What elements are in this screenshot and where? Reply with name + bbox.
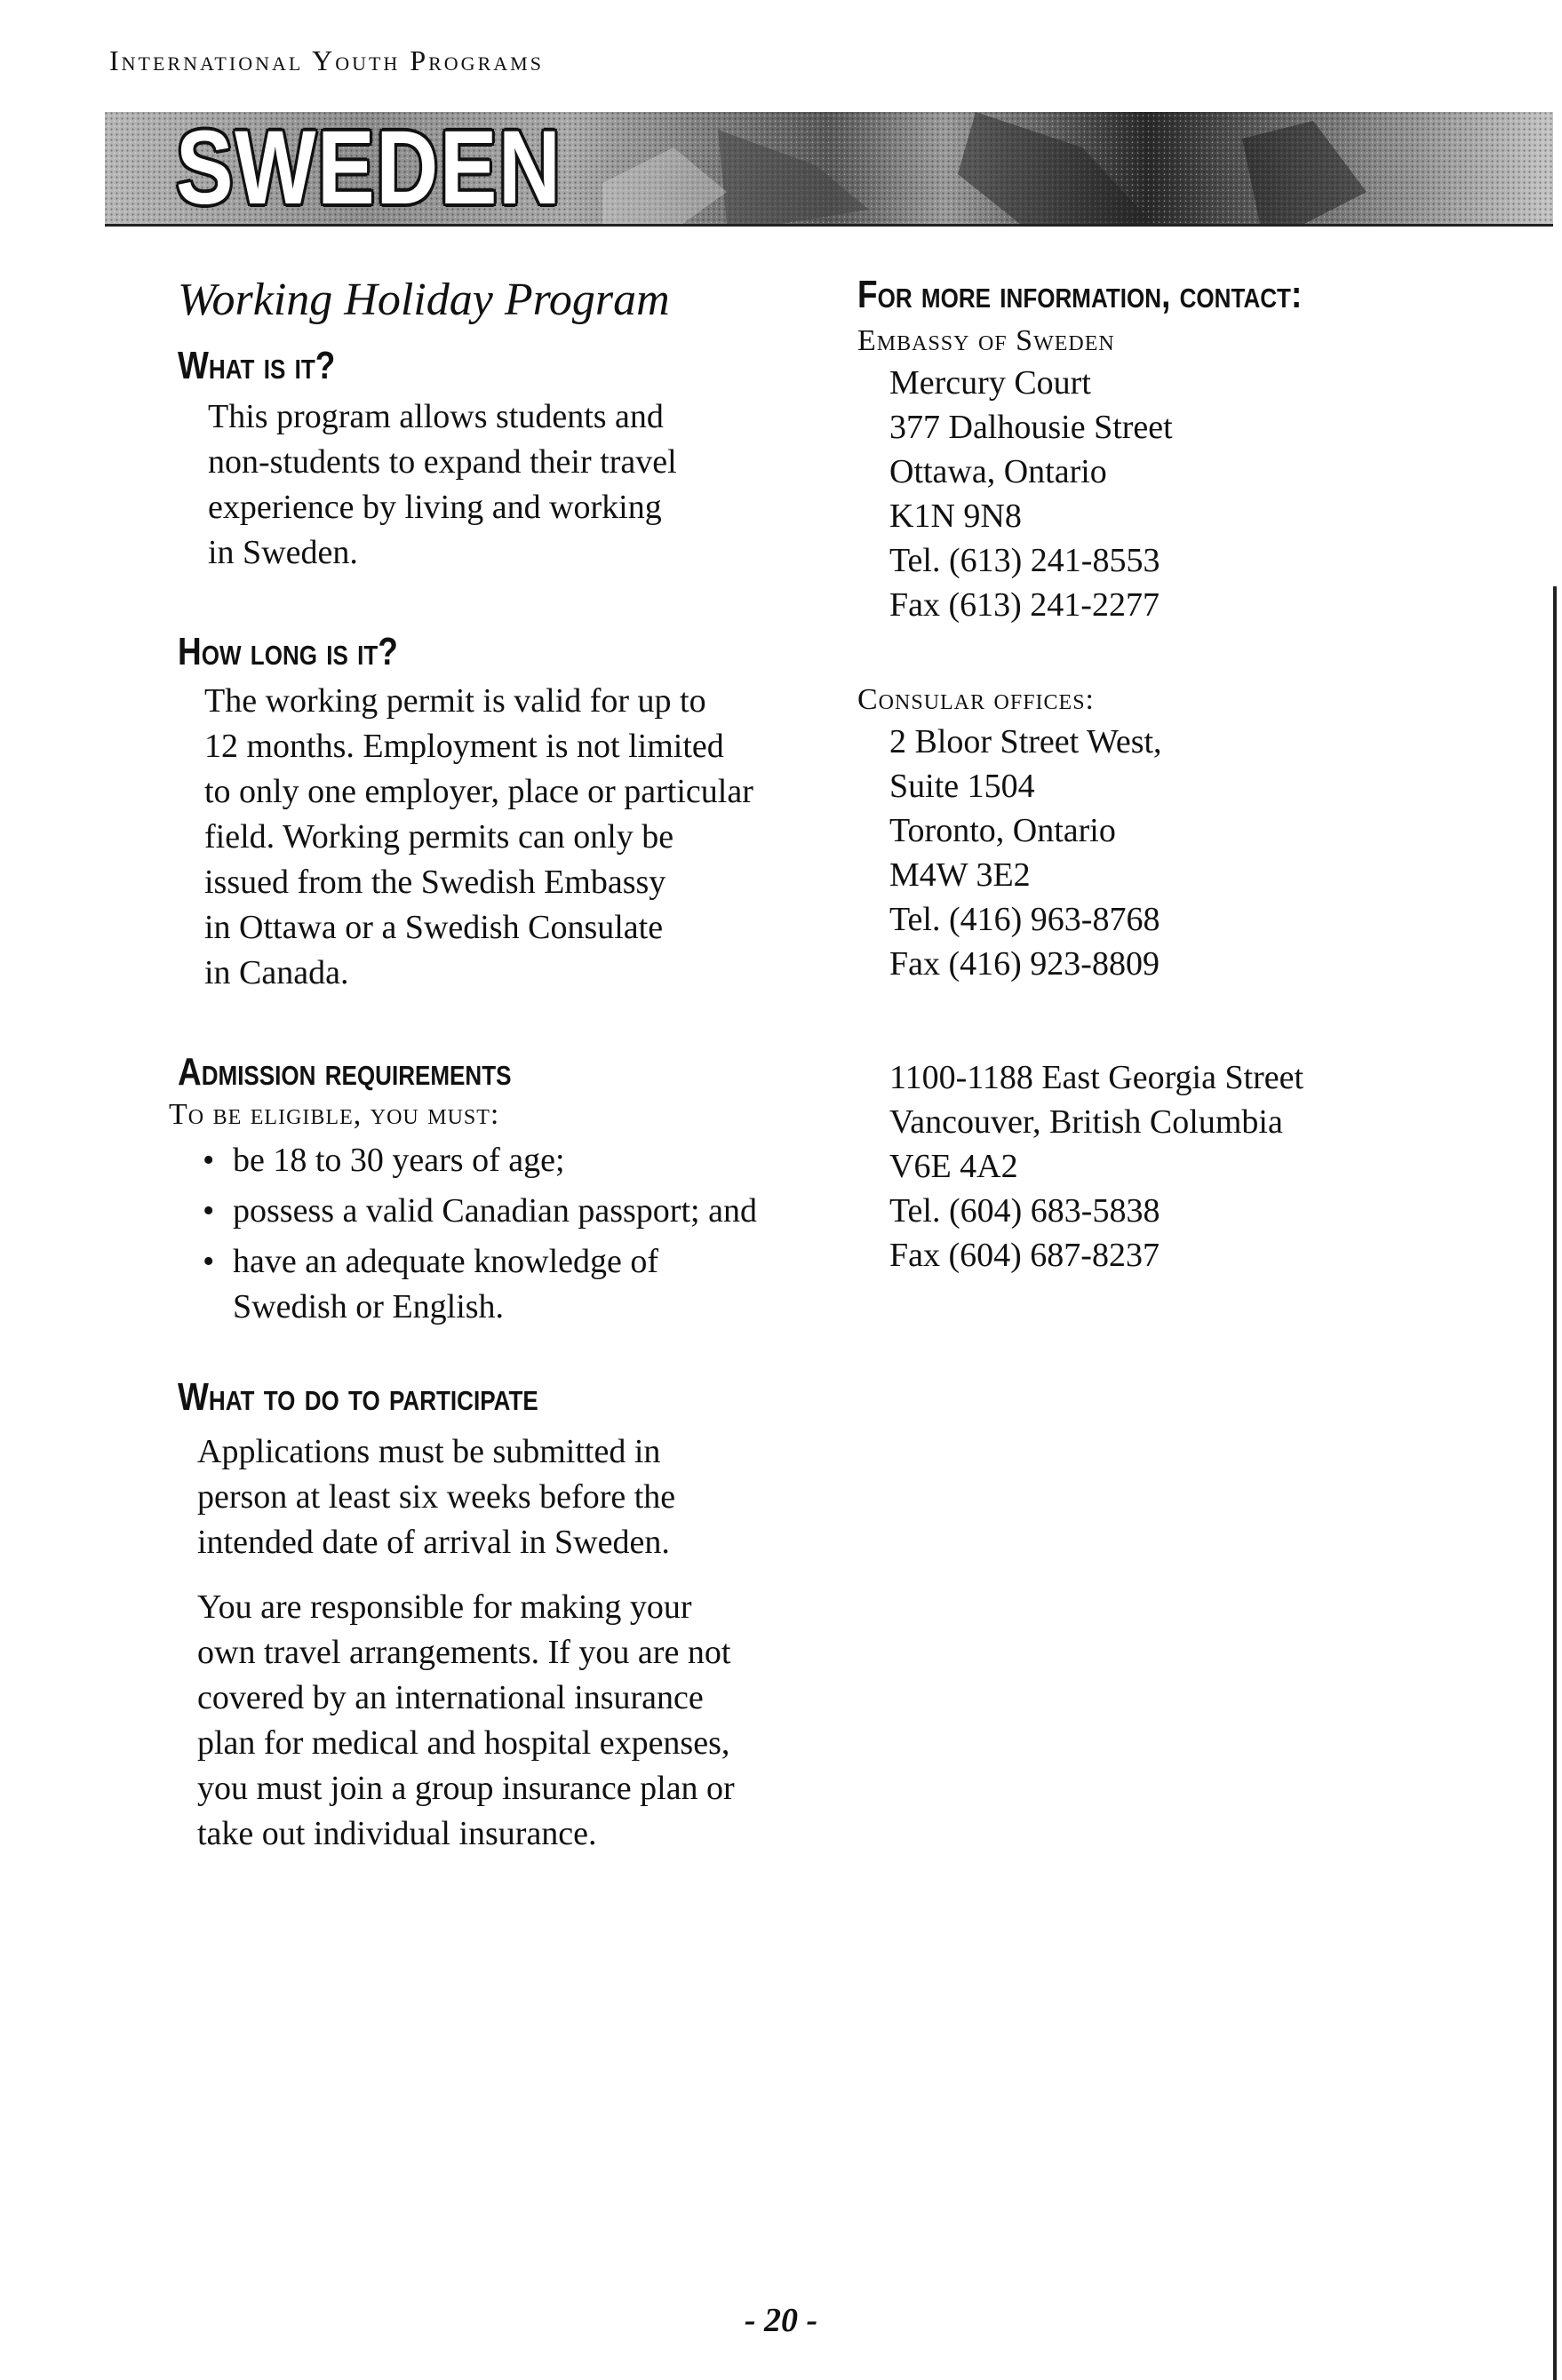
banner-country-title: SWEDEN	[176, 112, 562, 227]
how-long-line: 12 months. Employment is not limited	[204, 728, 724, 765]
address-line: Tel. (613) 241-8553	[889, 542, 1160, 579]
address-line: Fax (604) 687-8237	[889, 1237, 1160, 1274]
what-is-it-line: experience by living and working	[208, 489, 662, 526]
what-is-it-line: in Sweden.	[208, 534, 358, 571]
what-is-it-line: This program allows students and	[208, 398, 664, 435]
how-long-line: to only one employer, place or particular	[204, 773, 753, 810]
embassy-address	[889, 361, 1533, 627]
address-line: Mercury Court	[889, 364, 1091, 402]
how-long-line: field. Working permits can only be	[204, 818, 674, 856]
participate-line: covered by an international insurance	[197, 1679, 704, 1716]
address-line: 2 Bloor Street West,	[889, 723, 1162, 760]
consular-label: Consular offices:	[857, 683, 1096, 716]
running-header: International Youth Programs	[109, 44, 544, 76]
section-what-is-it	[178, 343, 853, 576]
address-line: 1100-1188 East Georgia Street	[889, 1059, 1304, 1096]
participate-line: own travel arrangements. If you are not	[197, 1634, 731, 1671]
section-admission	[169, 1049, 853, 1330]
address-line: Toronto, Ontario	[889, 812, 1116, 849]
toronto-address	[889, 720, 1533, 986]
how-long-line: in Canada.	[204, 954, 349, 991]
left-column	[169, 267, 853, 1857]
section-participate	[178, 1374, 853, 1857]
participate-line: intended date of arrival in Sweden.	[197, 1524, 670, 1561]
heading-how-long: How long is it?	[178, 630, 398, 673]
address-line: K1N 9N8	[889, 497, 1022, 535]
country-banner	[105, 112, 1553, 227]
address-line: Suite 1504	[889, 768, 1035, 805]
participate-line: take out individual insurance.	[197, 1815, 597, 1852]
address-line: Vancouver, British Columbia	[889, 1103, 1283, 1141]
address-line: M4W 3E2	[889, 856, 1031, 894]
eligibility-list	[195, 1138, 853, 1330]
heading-what-is-it: What is it?	[178, 344, 336, 387]
program-title: Working Holiday Program	[178, 275, 670, 325]
list-item: • have an adequate knowledge of Swedish or English.	[203, 1243, 659, 1325]
address-line: Ottawa, Ontario	[889, 453, 1107, 490]
heading-contact: For more information, contact:	[857, 273, 1303, 316]
section-how-long	[178, 629, 853, 996]
participate-line: plan for medical and hospital expenses,	[197, 1724, 730, 1762]
right-column	[857, 267, 1533, 1278]
address-line: V6E 4A2	[889, 1148, 1018, 1185]
participate-line: You are responsible for making your	[197, 1588, 692, 1626]
how-long-line: in Ottawa or a Swedish Consulate	[204, 909, 664, 946]
address-line: Fax (613) 241-2277	[889, 586, 1160, 624]
participate-line: person at least six weeks before the	[197, 1478, 676, 1516]
list-item: • be 18 to 30 years of age;	[203, 1142, 565, 1179]
page-edge-rule	[1553, 586, 1557, 2380]
heading-participate: What to do to participate	[178, 1375, 538, 1419]
eligibility-label: To be eligible, you must:	[169, 1098, 500, 1131]
participate-line: Applications must be submitted in	[197, 1433, 661, 1470]
address-line: Tel. (604) 683-5838	[889, 1192, 1160, 1230]
page-number: - 20 -	[744, 2302, 818, 2339]
list-item: • possess a valid Canadian passport; and	[203, 1192, 757, 1230]
address-line: Tel. (416) 963-8768	[889, 901, 1160, 938]
how-long-line: issued from the Swedish Embassy	[204, 864, 666, 901]
how-long-line: The working permit is valid for up to	[204, 682, 706, 720]
participate-line: you must join a group insurance plan or	[197, 1770, 735, 1807]
address-line: 377 Dalhousie Street	[889, 409, 1173, 446]
list-item-continuation: Swedish or English.	[233, 1288, 505, 1325]
vancouver-address	[889, 1055, 1533, 1278]
what-is-it-line: non-students to expand their travel	[208, 443, 677, 481]
embassy-label: Embassy of Sweden	[857, 324, 1115, 357]
address-line: Fax (416) 923-8809	[889, 945, 1160, 983]
heading-admission: Admission requirements	[178, 1050, 512, 1094]
